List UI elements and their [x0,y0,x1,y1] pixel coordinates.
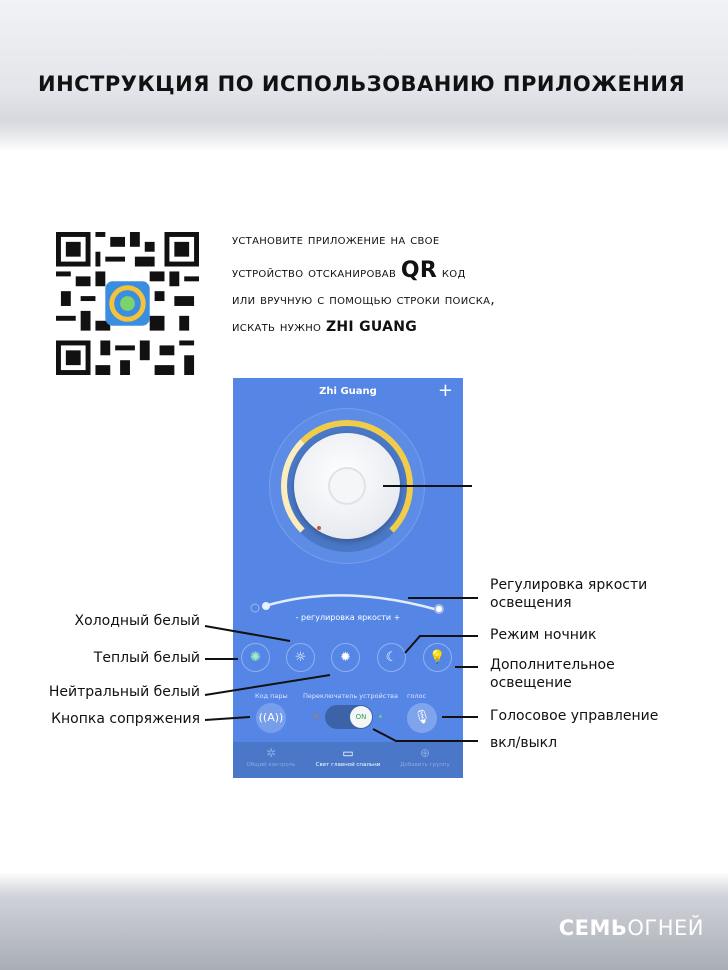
app-title: Zhi Guang [319,386,377,397]
app-name: ZHI GUANG [325,319,418,335]
callout-neutral-white: Нейтральный белый [48,684,200,700]
line-night [405,636,478,653]
brand-logo [559,916,704,940]
callout-pair-button: Кнопка сопряжения [51,711,200,727]
plus-icon[interactable]: + [437,380,453,401]
warm-white-button[interactable]: ☼ [286,643,315,672]
tab-label: Общий контроль [246,762,296,768]
callout-onoff: вкл/выкл [490,735,558,751]
toggle-knob: ON [350,706,372,728]
brightness-label: - регулировка яркости + [295,613,401,622]
callout-night-mode: Режим ночник [490,627,597,643]
callout-voice: Голосовое управление [490,708,659,724]
line-pair [205,717,250,720]
neutral-white-button[interactable]: ✹ [331,643,360,672]
callout-cold-white: Холодный белый [74,613,200,629]
tab-label: Свет главной спальни [315,762,381,768]
callout-brightness-1: Регулировка яркости [490,577,648,593]
voice-label: голос [407,692,427,700]
instruction-line-3: или вручную с помощью строки поиска, [232,292,496,308]
brand-bold: СЕМЬ [558,916,628,940]
instruction-text: устройство отсканировав [232,265,397,281]
line-neutral [205,675,330,695]
page-title: ИНСТРУКЦИЯ ПО ИСПОЛЬЗОВАНИЮ ПРИЛОЖЕНИЯ [38,72,686,96]
plus-circle-icon: ⊕ [419,746,431,760]
callout-extra-2: освещение [490,675,572,691]
callout-brightness-2: освещения [490,595,572,611]
pair-label: Код пары [255,692,288,700]
instruction-text: искать нужно [232,319,322,335]
tab-label: Добавить группу [400,762,450,768]
line-cold [205,626,290,641]
microphone-button[interactable]: 🎙 [407,703,437,733]
brand-light: ОГНЕЙ [627,916,704,940]
gear-icon: ✲ [265,746,277,760]
callout-warm-white: Теплый белый [93,650,200,666]
instruction-text: код [441,265,466,281]
pair-button[interactable]: ((A)) [256,703,286,733]
switch-label: Переключатель устройства [303,692,398,700]
bed-icon: ▭ [342,746,354,760]
instruction-line-1: установите приложение на свое [232,232,440,248]
qr-text: QR [400,258,438,283]
night-mode-button[interactable]: ☾ [377,643,406,672]
cold-white-button[interactable]: ✺ [241,643,270,672]
extra-light-button[interactable]: 💡 [423,643,452,672]
callout-extra-1: Дополнительное [490,657,615,673]
line-onoff [373,729,478,741]
